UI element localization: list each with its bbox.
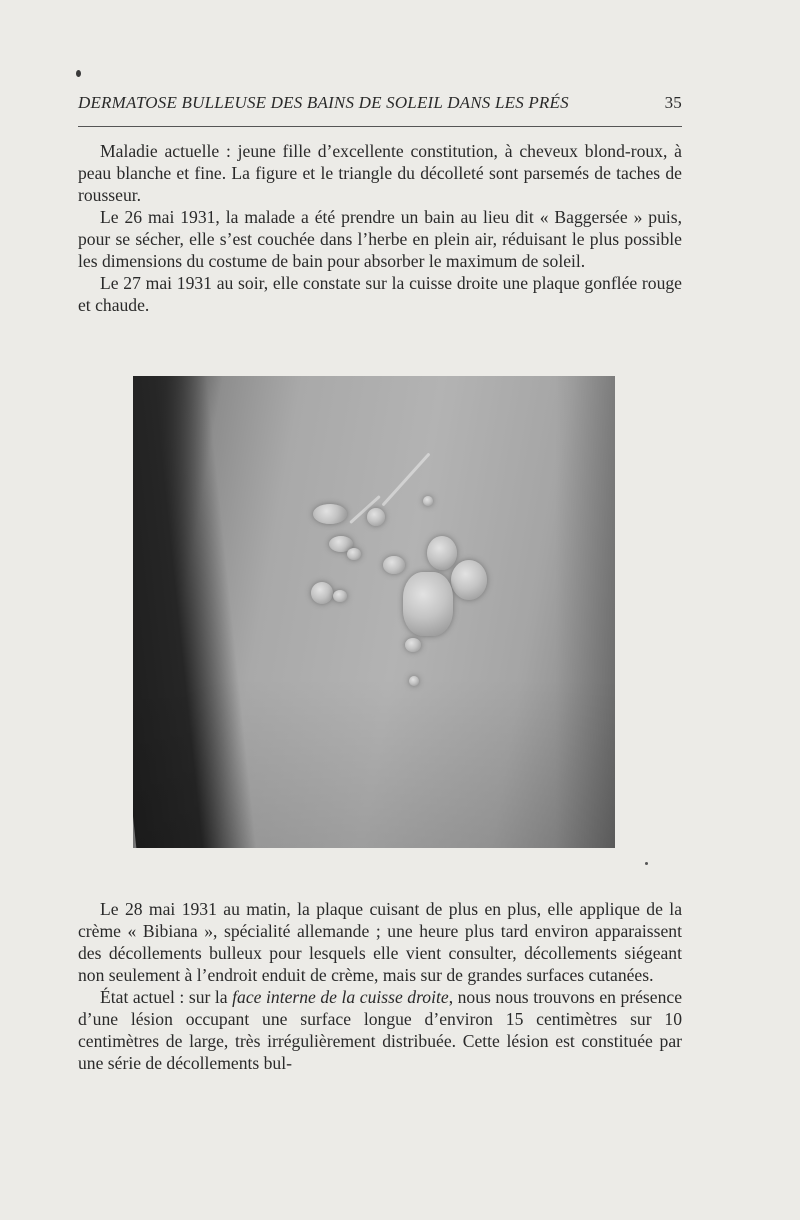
italic-emphasis: face interne de la cuisse droite [232,987,449,1007]
blister [311,582,333,604]
clinical-photograph [133,376,615,848]
paragraph: Le 28 mai 1931 au matin, la plaque cuisant de plus en plus, elle applique de la crème « Bibiana », spécialité allemande ; une heure plus tard environ apparaissent des décollements bulleux pour lesquels elle vient consulter, décollements siégeant non seulement à l’endroit enduit de crème, mais sur de grandes surfaces cutanées. [78,899,682,985]
running-title: DERMATOSE BULLEUSE DES BAINS DE SOLEIL DANS LES PRÉS [78,93,569,112]
blister [403,572,453,636]
blister [333,590,347,602]
top-text-block [78,140,682,316]
blister [423,496,433,506]
blister [451,560,487,600]
blister [405,638,421,652]
bottom-text-block [78,898,682,1074]
paragraph-tail: , nous nous trouvons en présence d’une lésion occupant une surface longue d’environ 15 centimètres sur 10 centimètres de large, très irrégulièrement distribuée. Cette lésion est constituée par une série de décollements bul- [78,987,683,1073]
running-header [78,93,682,117]
header-rule [78,126,682,127]
page-number: 35 [664,93,682,112]
blister [347,548,361,560]
page-mark [76,70,81,77]
blister [427,536,457,570]
blister [383,556,405,574]
blister [313,504,347,524]
paragraph: Le 26 mai 1931, la malade a été prendre un bain au lieu dit « Baggersée » puis, pour se sécher, elle s’est couchée dans l’herbe en plein air, réduisant le plus possible les dimensions du costume de bain pour absorber le maximum de soleil. [78,207,682,271]
blister [409,676,419,686]
paragraph: Maladie actuelle : jeune fille d’excellente constitution, à cheveux blond-roux, à peau blanche et fine. La figure et le triangle du décolleté sont parsemés de taches de rousseur. [78,141,682,205]
paragraph: Le 27 mai 1931 au soir, elle constate sur la cuisse droite une plaque gonflée rouge et chaude. [78,273,682,315]
blister [367,508,385,526]
paragraph [78,986,682,1074]
paragraph-lead: État actuel : sur la [100,987,233,1007]
